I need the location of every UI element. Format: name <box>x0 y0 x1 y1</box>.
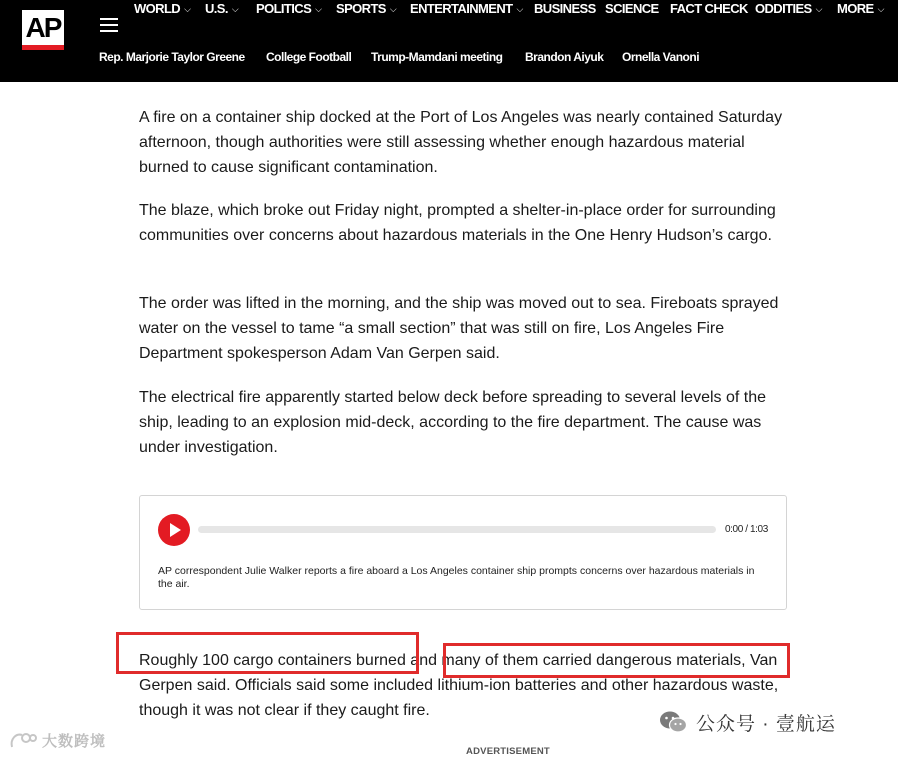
article-paragraph: The blaze, which broke out Friday night, prompted a shelter-in-place order for surrounding communities over concerns about hazardous materials in the One Henry Hudson’s cargo. <box>139 202 776 244</box>
watermark-left <box>8 728 106 752</box>
trending-link[interactable]: Ornella Vanoni <box>622 50 700 64</box>
nav-us[interactable]: U.S. ⌵ <box>205 1 239 16</box>
highlight-box <box>116 632 419 674</box>
article-paragraph: The order was lifted in the morning, and the ship was moved out to sea. Fireboats sprayed water on the vessel to tame “a small section” that was still on fire, Los Angeles Fire Department spokesperson Adam Van Gerpen said. <box>139 295 779 362</box>
ap-logo[interactable] <box>22 10 64 50</box>
highlight-box <box>443 643 790 678</box>
watermark-left-text: 大数跨境 <box>42 732 107 750</box>
audio-caption: AP correspondent Julie Walker reports a fire aboard a Los Angeles container ship prompts concerns over hazardous materials in the air. <box>158 565 755 590</box>
chevron-down-icon: ⌵ <box>877 4 884 14</box>
chevron-down-icon: ⌵ <box>315 4 322 14</box>
nav-politics[interactable]: POLITICS ⌵ <box>256 1 322 16</box>
advertisement-label: ADVERTISEMENT <box>466 746 550 757</box>
trending-link[interactable]: Rep. Marjorie Taylor Greene <box>99 50 245 64</box>
audio-player <box>139 495 787 610</box>
trending-link[interactable]: College Football <box>266 50 352 64</box>
chevron-down-icon: ⌵ <box>516 4 523 14</box>
trending-link[interactable]: Brandon Aiyuk <box>525 50 604 64</box>
ap-logo-text: AP <box>25 12 61 43</box>
chevron-down-icon: ⌵ <box>815 4 822 14</box>
watermark-right <box>658 708 836 736</box>
audio-time: 0:00 / 1:03 <box>725 524 768 535</box>
logo-stripe <box>22 45 64 50</box>
play-icon <box>170 523 181 537</box>
top-nav-bar <box>0 0 898 82</box>
wechat-icon <box>658 709 688 735</box>
watermark-logo-icon <box>8 729 38 751</box>
article-paragraph: Roughly 100 cargo containers burned and many of them carried dangerous materials, Van Gerpen said. Officials said some included lithium-ion batteries and other hazardous waste, though it was not clear if they caught fire. <box>139 652 779 719</box>
nav-entertainment[interactable]: ENTERTAINMENT ⌵ <box>410 1 523 16</box>
menu-icon[interactable] <box>100 18 118 32</box>
nav-sports[interactable]: SPORTS ⌵ <box>336 1 397 16</box>
nav-oddities[interactable]: ODDITIES ⌵ <box>755 1 822 16</box>
nav-business[interactable]: BUSINESS <box>534 1 596 16</box>
watermark-right-text: 公众号 · 壹航运 <box>696 713 836 735</box>
article-paragraph: The electrical fire apparently started below deck before spreading to several levels of the ship, leading to an explosion mid-deck, according to the fire department. The cause was under investigation. <box>139 389 767 456</box>
nav-world[interactable]: WORLD ⌵ <box>134 1 191 16</box>
nav-science[interactable]: SCIENCE <box>605 1 659 16</box>
trending-link[interactable]: Trump-Mamdani meeting <box>371 50 503 64</box>
audio-progress-track[interactable] <box>198 526 716 533</box>
nav-more[interactable]: MORE ⌵ <box>837 1 884 16</box>
article-paragraph: A fire on a container ship docked at the Port of Los Angeles was nearly contained Saturday afternoon, though authorities were still assessing whether enough hazardous material burned to cause significant contamination. <box>139 109 783 176</box>
nav-fact-check[interactable]: FACT CHECK <box>670 1 748 16</box>
chevron-down-icon: ⌵ <box>231 4 239 14</box>
chevron-down-icon: ⌵ <box>184 4 191 14</box>
chevron-down-icon: ⌵ <box>389 4 397 14</box>
play-button[interactable] <box>158 514 190 546</box>
